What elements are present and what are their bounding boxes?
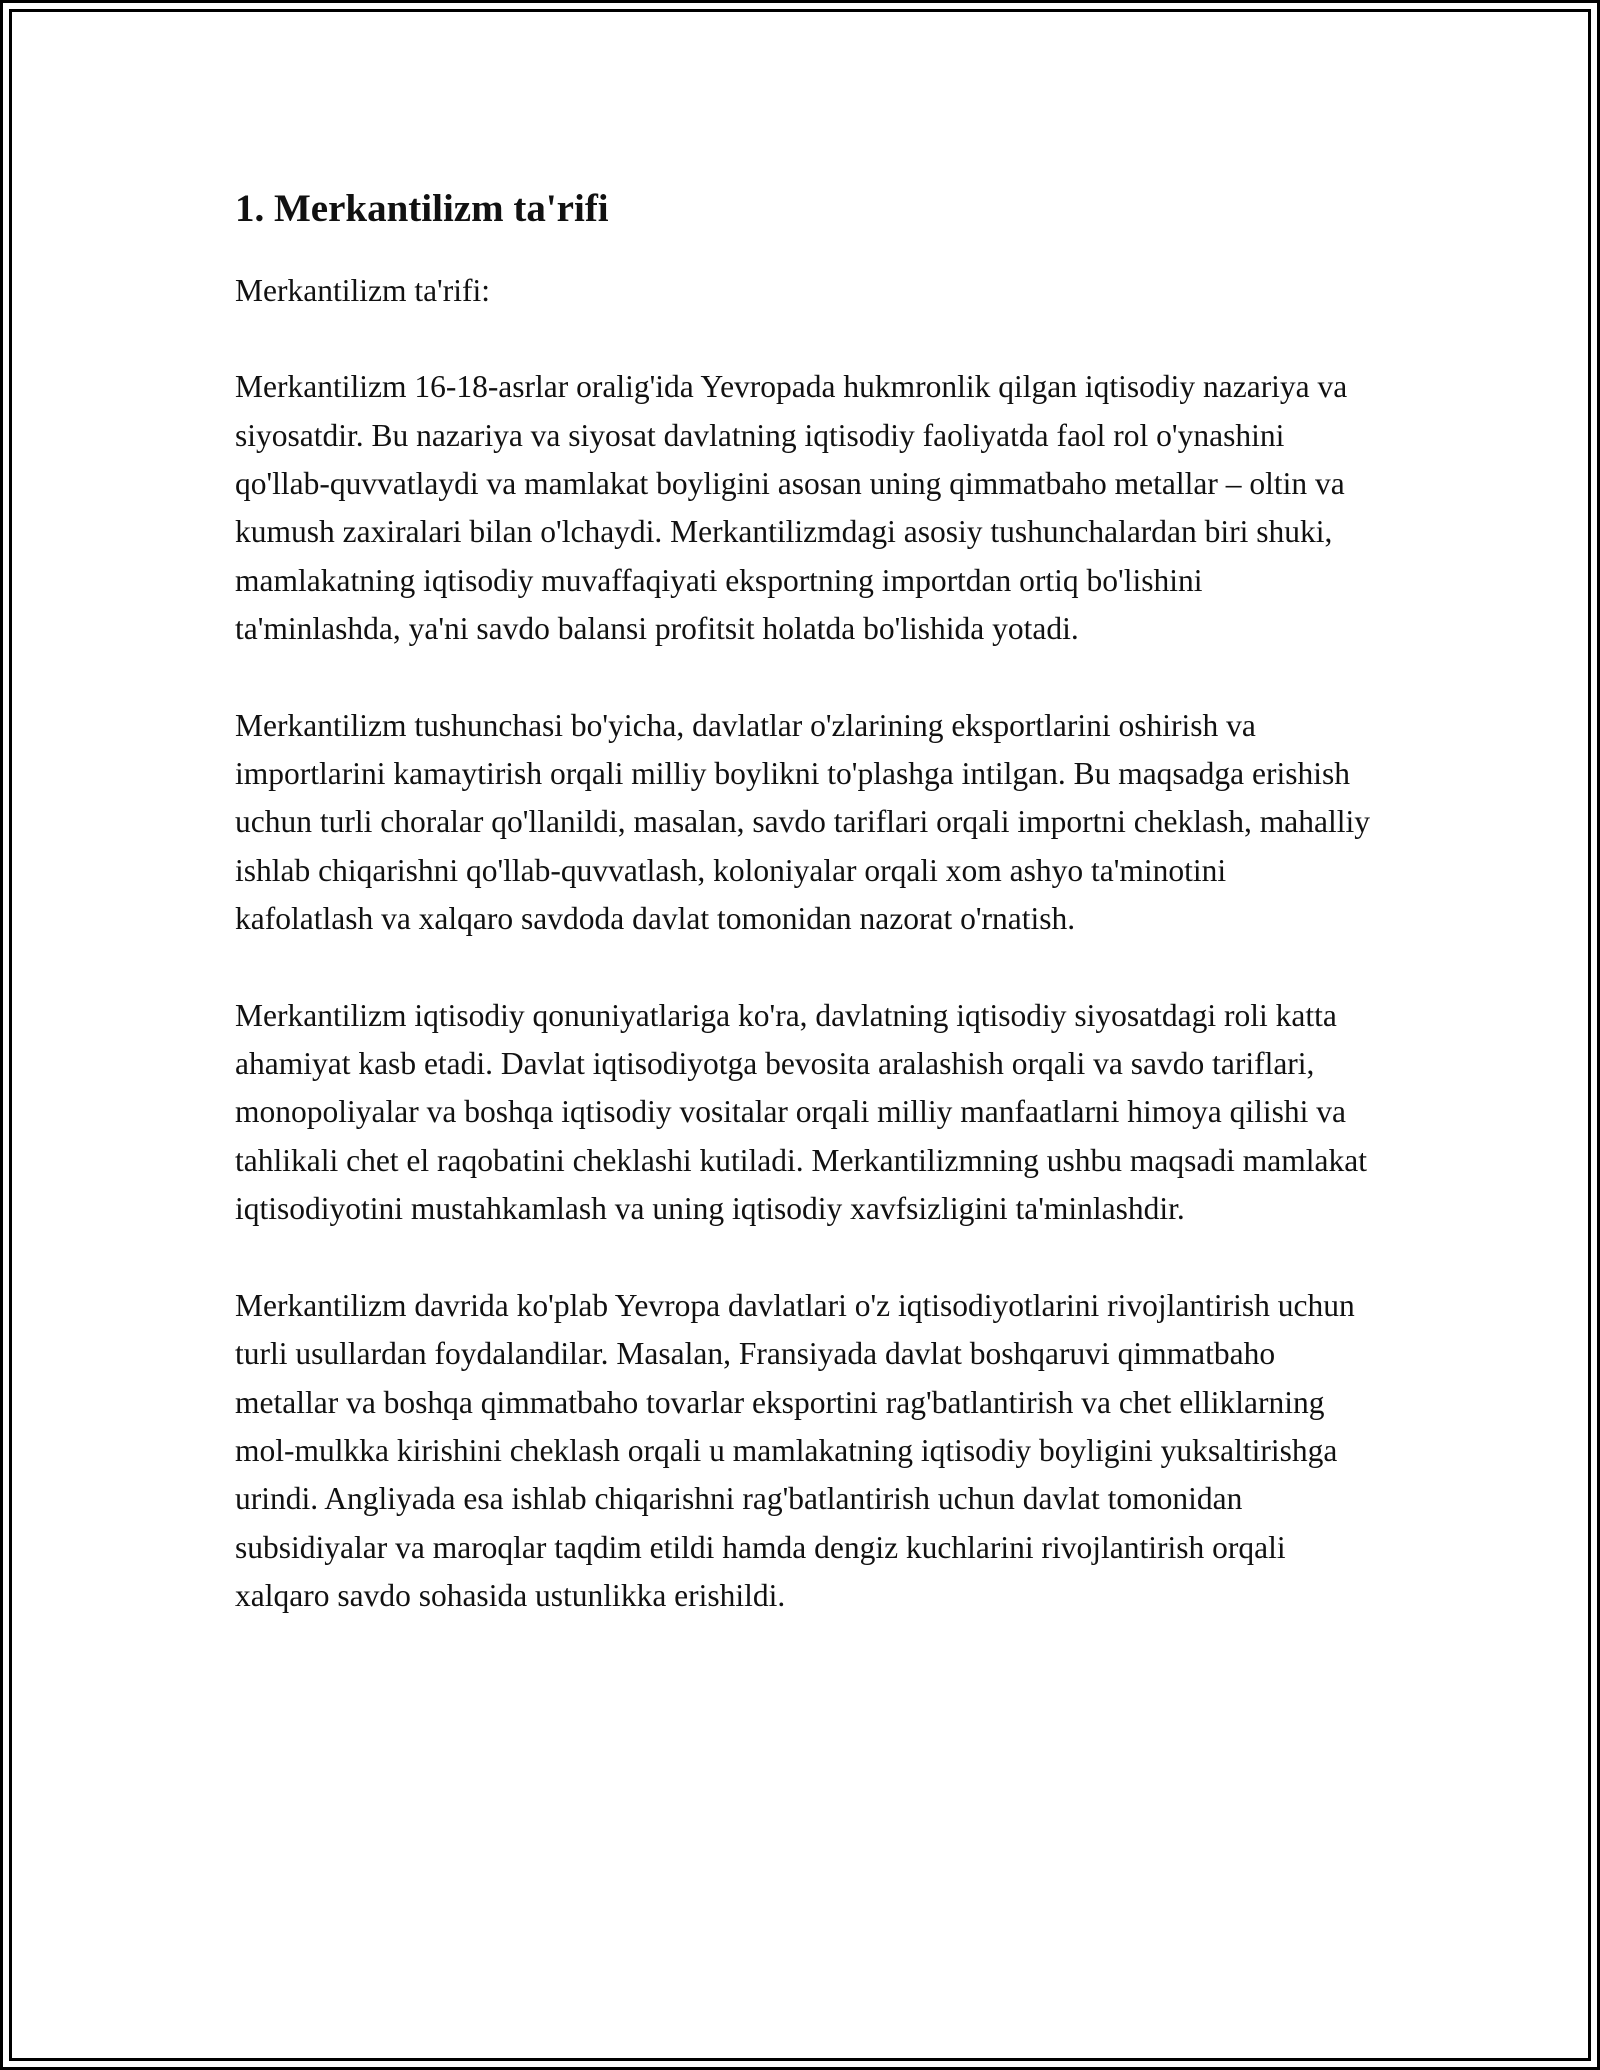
document-body: [235, 186, 1370, 1669]
paragraph-state-role: Merkantilizm iqtisodiy qonuniyatlariga ko'ra, davlatning iqtisodiy siyosatdagi roli katta ahamiyat kasb etadi. Davlat iqtisodiyotga bevosita aralashish orqali va savdo tariflari, monopoliyalar va boshqa iqtisodiy vositalar orqali milliy manfaatlarni himoya qilishi va tahlikali chet el raqobatini cheklashi kutiladi. Merkantilizmning ushbu maqsadi mamlakat iqtisodiyotini mustahkamlash va uning iqtisodiy xavfsizligini ta'minlashdir.: [235, 997, 1367, 1227]
paragraph-trade-policy: Merkantilizm tushunchasi bo'yicha, davlatlar o'zlarining eksportlarini oshirish va importlarini kamaytirish orqali milliy boylikni to'plashga intilgan. Bu maqsadga erishish uchun turli choralar qo'llanildi, masalan, savdo tariflari orqali importni cheklash, mahalliy ishlab chiqarishni qo'llab-quvvatlash, koloniyalar orqali xom ashyo ta'minotini kafolatlash va xalqaro savdoda davlat tomonidan nazorat o'rnatish.: [235, 707, 1370, 937]
paragraph-definition: Merkantilizm 16-18-asrlar oralig'ida Yevropada hukmronlik qilgan iqtisodiy nazariya va siyosatdir. Bu nazariya va siyosat davlatning iqtisodiy faoliyatda faol rol o'ynashini qo'llab-quvvatlaydi va mamlakat boyligini asosan uning qimmatbaho metallar – oltin va kumush zaxiralari bilan o'lchaydi. Merkantilizmdagi asosiy tushunchalardan biri shuki, mamlakatning iqtisodiy muvaffaqiyati eksportning importdan ortiq bo'lishini ta'minlashda, ya'ni savdo balansi profitsit holatda bo'lishida yotadi.: [235, 369, 1348, 647]
paragraph-european-examples: Merkantilizm davrida ko'plab Yevropa davlatlari o'z iqtisodiyotlarini rivojlantirish uchun turli usullardan foydalandilar. Masalan, Fransiyada davlat boshqaruvi qimmatbaho metallar va boshqa qimmatbaho tovarlar eksportini rag'batlantirish va chet elliklarning mol-mulkka kirishini cheklash orqali u mamlakatning iqtisodiy boyligini yuksaltirishga urindi. Angliyada esa ishlab chiqarishni rag'batlantirish uchun davlat tomonidan subsidiyalar va maroqlar taqdim etildi hamda dengiz kuchlarini rivojlantirish orqali xalqaro savdo sohasida ustunlikka erishildi.: [235, 1287, 1355, 1614]
section-heading: 1. Merkantilizm ta'rifi: [235, 187, 609, 230]
intro-line: Merkantilizm ta'rifi:: [235, 272, 490, 308]
